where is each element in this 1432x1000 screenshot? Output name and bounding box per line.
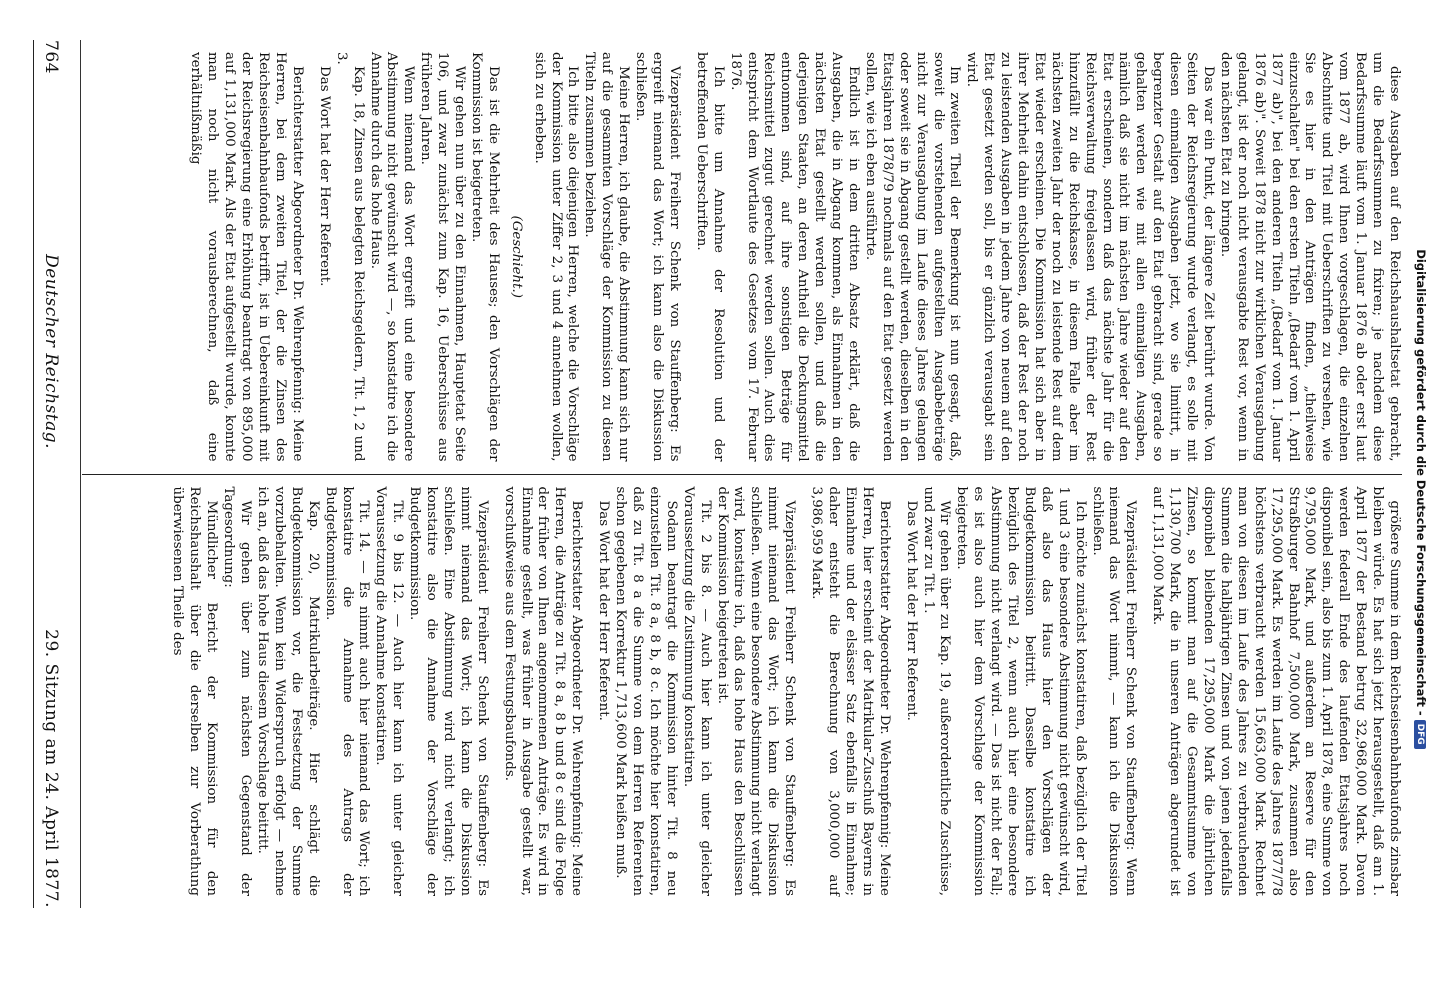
paragraph: Meine Herren, ich glaube, die Abstimmung kann sich nur auf die gesammten Vorschläge der Kommission zu diesen Titeln zusammen beziehen. <box>582 52 632 462</box>
paragraph: Mündlicher Bericht der Kommission für den Reichshaushalt über die derselben zur Vorberathung überwiesenen Theile des <box>170 486 220 896</box>
paragraph: Wenn niemand das Wort ergreift und eine besondere Abstimmung nicht gewünscht wird —, so konstatire ich die Annahme durch das hohe Haus. <box>367 52 417 462</box>
paragraph: Vizepräsident Freiherr Schenk von Stauffenberg: Es nimmt niemand das Wort; ich kann die Diskussion schließen. Eine Abstimmung wird nicht verlangt; ich konstatire also die Annahme der Vorschläge der Budgetkommission. <box>407 486 490 896</box>
digitization-watermark <box>1408 34 1428 964</box>
paragraph: Das Wort hat der Herr Referent. <box>903 500 919 721</box>
page-number: 764 <box>41 40 61 74</box>
session-date: 29. Sitzung am 24. April 1877. <box>41 629 61 908</box>
paragraph: Tit. 14. — Es nimmt auch hier niemand das Wort; ich konstatire die Annahme des Antrags der Budgetkommission. <box>322 486 372 896</box>
paragraph: Tit. 2 bis 8. — Auch hier kann ich unter gleicher Voraussetzung die Zustimmung konstatiren. <box>680 486 713 896</box>
paragraph: Ich möchte zunächst konstatiren, daß bezüglich der Titel 1 und 3 eine besondere Abstimmung nicht gewünscht wird, daß also das Haus hier den Vorschlägen der Budgetkommission beitritt. Dasselbe konstatire ich bezüglich des Titel 2, wenn auch hier eine besondere Abstimmung nicht verlangt wird. — Das ist nicht der Fall; es ist also auch hier dem Vorschlage der Kommission beigetreten. <box>954 486 1088 896</box>
paragraph: Vizepräsident Freiherr Schenk von Stauffenberg: Es nimmt niemand das Wort; ich kann die Diskussion schließen. Wenn eine besondere Abstimmung nicht verlangt wird, konstatire ich, daß das hohe Haus den Beschlüssen der Kommission beigetreten ist. <box>714 486 798 896</box>
paragraph: Das war ein Punkt, der längere Zeit berührt wurde. Von Seiten der Reichsregierung wurde verlangt, es solle mit diesen einmaligen Ausgaben jetzt, wo sie limitirt, in begrenzter Gestalt auf den Etat gebracht sind, gerade so gehalten werden wie mit allen einmaligen Ausgaben, nämlich daß sie nicht im nächsten Jahre wieder auf den Etat erscheinen, sondern daß das nächste Jahr für die Reichsverwaltung freigelassen wird, früher der Rest hinzufällt zu die Reichskasse, in diesem Falle aber im nächsten zweiten Jahr der noch zu leistende Rest auf dem Etat wieder erscheinen. Die Kommission hat sich aber in ihrer Mehrheit dahin entschlossen, daß der Rest der noch zu leistenden Ausgaben in jedem Jahre von neuem auf den Etat gesetzt werden soll, bis er gänzlich verausgabt sein wird. <box>964 52 1217 462</box>
column-left <box>82 40 1402 474</box>
paragraph: Wir gehen nun über zu den Einnahmen, Hauptetat Seite 106, und zwar zunächst zum Kap. 16, Ueberschüsse aus früheren Jahren. <box>418 52 468 462</box>
paragraph: Kap. 20, Matrikularbeiträge. Hier schlägt die Budgetkommission vor, die Festsetzung der Summe vorzubehalten. Wenn kein Widerspruch erfolgt — nehme ich an, daß das hohe Haus diesem Vorschlage beitritt. <box>255 486 321 896</box>
paragraph: Berichterstatter Abgeordneter Dr. Wehrenpfennig: Meine Herren, die Anträge zu Tit. 8 a, 8 b und 8 c sind die Folge der früher von Ihnen angenommenen Anträge. Es wird in Einnahme gestellt, was früher in Ausgabe gestellt war, vorschußweise aus dem Festungsbaufonds. <box>501 486 585 896</box>
paragraph: Das Wort hat der Herr Referent. <box>316 66 332 287</box>
paragraph: Das Wort hat der Herr Referent. <box>596 500 612 721</box>
paragraph: Kap. 18, Zinsen aus belegten Reichsgeldern, Tit. 1, 2 und 3. <box>333 52 366 462</box>
paragraph: Sodann beantragt die Kommission hinter Tit. 8 neu einzustellen Tit. 8 a, 8 b, 8 c. Ich möchte hier konstatiren, daß zu Tit. 8 a die Summe von dem Herren Referenten schon gegebenen Korrektur 1,713,600 Mark heißen muß. <box>613 486 679 896</box>
paragraph: Vizepräsident Freiherr Schenk von Stauffenberg: Wenn niemand das Wort nimmt, — kann ich die Diskussion schließen. <box>1089 486 1139 896</box>
paragraph: Vizepräsident Freiherr Schenk von Stauffenberg: Es ergreift niemand das Wort; ich kann also die Diskussion schließen. <box>633 52 682 462</box>
paragraph: Tit. 9 bis 12. — Auch hier kann ich unter gleicher Voraussetzung die Annahme konstatiren. <box>373 486 406 896</box>
watermark-text: Digitalisierung gefördert durch die Deutsche Forschungsgemeinschaft - <box>1414 249 1428 716</box>
paragraph: diese Ausgaben auf den Reichshaushaltsetat gebracht, um die Bedarfssummen zu fixiren; je nachdem diese Bedarfssumme läuft vom 1. Januar 1876 ab oder erst laut vom 1877 ab, wird Ihnen vorgeschlagen, die einzelnen Abschnitte und Titel mit Ueberschriften zu versehen, wie Sie es hier in den Anträgen finden, „theilweise einzuschalten" bei den ersten Titeln „(Bedarf vom 1. April 1877 ab)", bei den anderen Titeln „(Bedarf vom 1. Januar 1876 ab)". Soweit 1878 nicht zur wirklichen Verausgabung gelangt, ist der noch nicht verausgabte Rest vor, wenn in den nächsten Etat zu bringen. <box>1217 52 1402 462</box>
text-columns <box>82 40 1402 908</box>
paragraph: Berichterstatter Abgeordneter Dr. Wehrenpfennig: Meine Herren, bei dem zweiten Titel, der die Zinsen des Reichseisenbahnbaufonds betrifft, ist in Uebereinkunft mit der Reichsregierung eine Erhöhung beantragt von 895,000 auf 1,131,000 Mark. Als der Etat aufgestellt wurde, konnte man noch nicht vorausberechnen, daß eine verhältnißmäßig <box>188 52 305 462</box>
paragraph: Ich bitte um Annahme der Resolution und der betreffenden Ueberschriften. <box>693 52 726 462</box>
dfg-badge: DFG <box>1415 720 1427 749</box>
paragraph: Endlich ist in dem dritten Absatz erklärt, daß die Ausgaben, die in Abgang kommen, als Einnahmen in den nächsten Etat gestellt werden sollen, und daß die derjenigen Staaten, an deren Antheil die Deckungsmittel entnommen sind, auf ihre sonstigen Beträge für Reichsmittel zugut gerechnet werden sollen. Auch dies entspricht dem Wortlaute des Gesetzes vom 17. Februar 1876. <box>727 52 861 462</box>
column-right <box>82 474 1402 909</box>
page-header <box>33 40 68 908</box>
paragraph: Das ist die Mehrheit des Hauses; den Vorschlägen der Kommission ist beigetreten. <box>468 52 501 462</box>
paragraph: größere Summe in dem Reichseisenbahnbaufonds zinsbar bleiben würde. Es hat sich jetzt herausgestellt, daß am 1. April 1877 der Bestand betrug 32,968,000 Mark. Davon werden federall Ende des laufenden Etatsjahres noch disponibel sein, also bis zum 1. April 1878, eine Summe von 9,795,000 Mark, und außerdem an Reserve für den Straßburger Bahnhof 7,500,000 Mark, zusammen also 17,295,000 Mark. Es werden im Laufe des Jahres 1877/78 höchstens verbraucht werden 15,663,000 Mark. Rechnet man von diesen im Laufe des Jahres zu verbrauchenden Summen die halbjährigen Zinsen und von jenen jedenfalls disponibel bleibenden 17,295,000 Mark die jährlichen Zinsen, so kommt man auf die Gesammtsumme von 1,130,700 Mark, die in unseren Anträgen abgerundet ist auf 1,131,000 Mark. <box>1150 486 1402 897</box>
publication-title: Deutscher Reichstag. <box>41 254 61 450</box>
paragraph: Im zweiten Theil der Bemerkung ist nun gesagt, daß, soweit die vorstehenden aufgestellten Ausgabebeträge nicht zur Verausgabung im Laufe dieses Jahres gelangen oder soweit sie in Abgang gestellt werden, dieselben in den Etatsjahren 1878/79 nochmals auf den Etat gesetzt werden sollen, wie ich eben ausführte. <box>862 52 963 462</box>
paragraph: Wir gehen über zu Kap. 19, außerordentliche Zuschüsse, und zwar zu Tit. 1. <box>920 486 953 896</box>
paragraph: (Geschieht.) <box>508 215 524 299</box>
paragraph: Ich bitte also diejenigen Herren, welche die Vorschläge der Kommission unter Ziffer 2, 3 und 4 annehmen wollen, sich zu erheben. <box>531 52 581 462</box>
paragraph: Wir gehen über zum nächsten Gegenstand der Tagesordnung: <box>221 486 254 896</box>
paragraph: Berichterstatter Abgeordneter Dr. Wehrenpfennig: Meine Herren, hier erscheint der Matrikular-Zuschuß Bayerns in Einnahme und der elsässer Satz ebenfalls in Einnahme; daher entsteht die Berechnung von 3,000,000 auf 3,986,959 Mark. <box>809 486 892 896</box>
header-rule <box>80 40 81 908</box>
